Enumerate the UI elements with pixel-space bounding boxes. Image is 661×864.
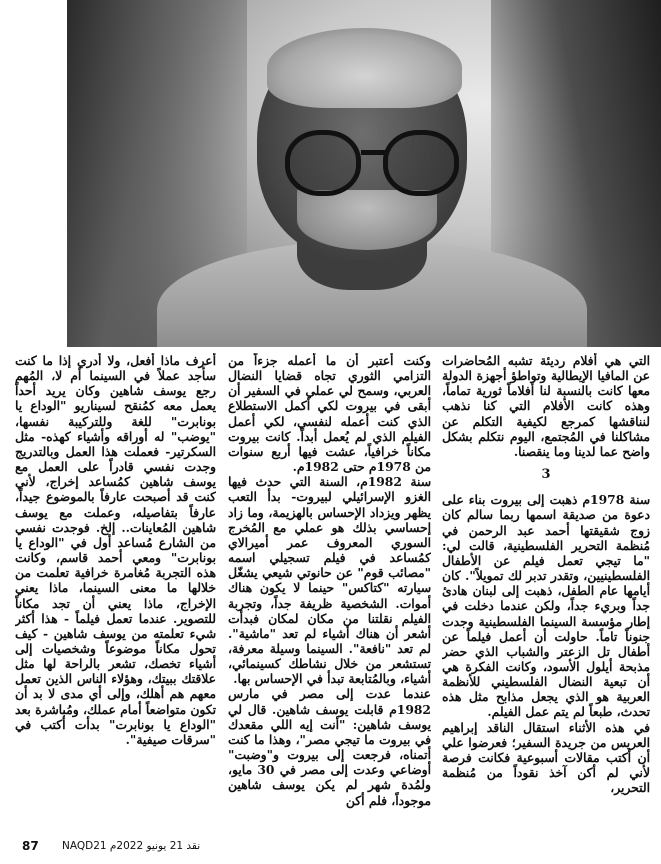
paragraph: سنة 1978م ذهبت إلى بيروت بناء على دعوة من صديقة اسمها ربما سالم كان زوج شقيقتها أحمد عبد الرحمن في مُنظمة التحرير الفلسطينية، قالت لي: "ما تيجي تعمل فيلم عن الأطفال الفلسطينيين، وتقدر تدبر لك تمويلاً". كان أيامها عام الطفل، ذهبت إلى لبنان هادئ جداً وبريء جداً، ولكن عندما دخلت في إطار مؤسسة السينما الفلسطينية وجدت جنوناً تاماً. حاولت أن أعمل فيلماً عن أطفال تل الزعتر والشباب الذي حضر مذبحة أيلول الأسود، وكانت الفكرة هي أن تبعية النضال الفلسطيني للأنظمة العربية هو الذي يجعل مذابح مثل هذه تحدث، طبعاً لم يتم عمل الفيلم. — [442, 492, 650, 720]
portrait-photo — [67, 0, 661, 347]
paragraph: سنة 1982م، السنة التي حدث فيها الغزو الإسرائيلي لبيروت- بدأ التعب يظهر ويزداد الإحساس بالهزيمة، وما زاد إحساسي بذلك هو عملي مع المُخرج السوري المعروف عمر أميرالاي كمُساعد في فيلم تسجيلي اسمه "مصائب قوم" عن حانوتي شيعي يشغّل سيارته "كتاكس" حينما لا يكون هناك أموات. الشخصية ظريفة جداً، وتجربة الفيلم نقلتنا من مكان لمكان فبدأت أشعر أن هناك أشياء لم تعد "ماشية". لم تعد "نافعة". السينما وسيلة معرفة، تستشعر من خلال نشاطك كسينمائي، أشياء، وبالمُتابعة تبدأ في الإحساس بها. — [228, 474, 431, 687]
glasses-lens-right — [383, 130, 459, 196]
glasses-lens-left — [285, 130, 361, 196]
text-column-right — [442, 353, 650, 833]
section-number: 3 — [541, 467, 551, 483]
text-column-left — [15, 353, 216, 833]
page-number: 87 — [22, 839, 39, 853]
page-footer — [0, 835, 661, 857]
beard — [297, 190, 437, 250]
hair — [267, 28, 462, 108]
paragraph: في هذه الأثناء استقال الناقد إبراهيم العريس من جريدة السفير؛ فعرضوا علي أن أكتب مقالات أسبوعية فكانت فرصة لأني لم أكن آخذ نقوداً من مُنظمة التحرير، — [442, 719, 650, 796]
text-column-middle — [228, 353, 431, 833]
magazine-issue: نقد 21 يونيو 2022م NAQD21 — [62, 840, 201, 852]
paragraph: التي هي أفلام رديئة تشبه المُحاضرات عن المافيا الإيطالية وتواطؤ أجهزة الدولة معها كانت بالنسبة لنا أفلاماً ثورية تماماً، وهذه كانت الأفلام التي كنا نذهب لنناقشها كمرجع لكيفية التكلم عن مشاكلنا في المُجتمع، اليوم نتكلم بشكل واضح عما لدينا وما ينقصنا. — [442, 353, 650, 459]
glasses-bridge — [361, 150, 387, 155]
paragraph: وكنت أعتبر أن ما أعمله جزءاً من التزامي الثوري تجاه قضايا النضال العربي، وسمح لي عملي في السفير أن أبقى في بيروت لكي أكمل الاستطلاع الذي كنت أعمله لنفسي، لكي أعمل الفيلم الذي لم يُعمل أبداً. كانت بيروت مكاناً خرافياً، عشت فيها أربع سنوات من 1978م حتى 1982م. — [228, 353, 431, 475]
paragraph: عندما عدت إلى مصر في مارس 1982م قابلت يوسف شاهين. قال لي يوسف شاهين: "أنت إيه اللي مقعدك في بيروت ما تيجي مصر"، وهذا ما كنت أتمناه، فرجعت إلى بيروت و"وضبت" أوضاعي وعدت إلى مصر في 30 مايو، ولمُدة شهر لم يكن يوسف شاهين موجوداً، فلم أكن — [228, 686, 431, 808]
paragraph: أعرف ماذا أفعل، ولا أدري إذا ما كنت سأجد عملاً في السينما أم لا، المُهم رجع يوسف شاهين وكان يريد أحداً يعمل معه كمُنقح لسيناريو "الوداع يا بونابرت" للغة وللتركيبة نفسها، "يوضب" له أوراقه وأشياء كهذه- مثل السكرتير- فعملت هذا العمل وبالتدريج وجدت نفسي قادراً على العمل مع يوسف شاهين كمُساعد إخراج، لأني كنت قد أصبحت عارفاً بالموضوع جيداً، عارفاً بتفاصيله، وعملت مع يوسف شاهين المُعاينات.. إلخ. فوجدت نفسي من الشارع مُساعد أول في "الوداع يا بونابرت" ومعي أحمد قاسم، وكانت هذه التجربة مُغامرة خرافية تعلمت من خلالها ما معنى السينما، ماذا يعني الإخراج، ماذا يعني أن تجد مكاناً للتصوير. عندما تعمل فيلماً - هذا أكثر شيء تعلمته من يوسف شاهين - كيف تحول مكاناً موضوعاً وشخصيات إلى أشياء تخصك، تشعر بالراحة لها مثل علاقتك ببيتك، وهؤلاء الناس الذين تعمل معهم هم أهلك، وإلى أي مدى لا بد أن تكون متواضعاً أمام عملك، ومُباشرة بعد "الوداع يا بونابرت" بدأت أكتب في "سرقات صيفية". — [15, 353, 216, 747]
